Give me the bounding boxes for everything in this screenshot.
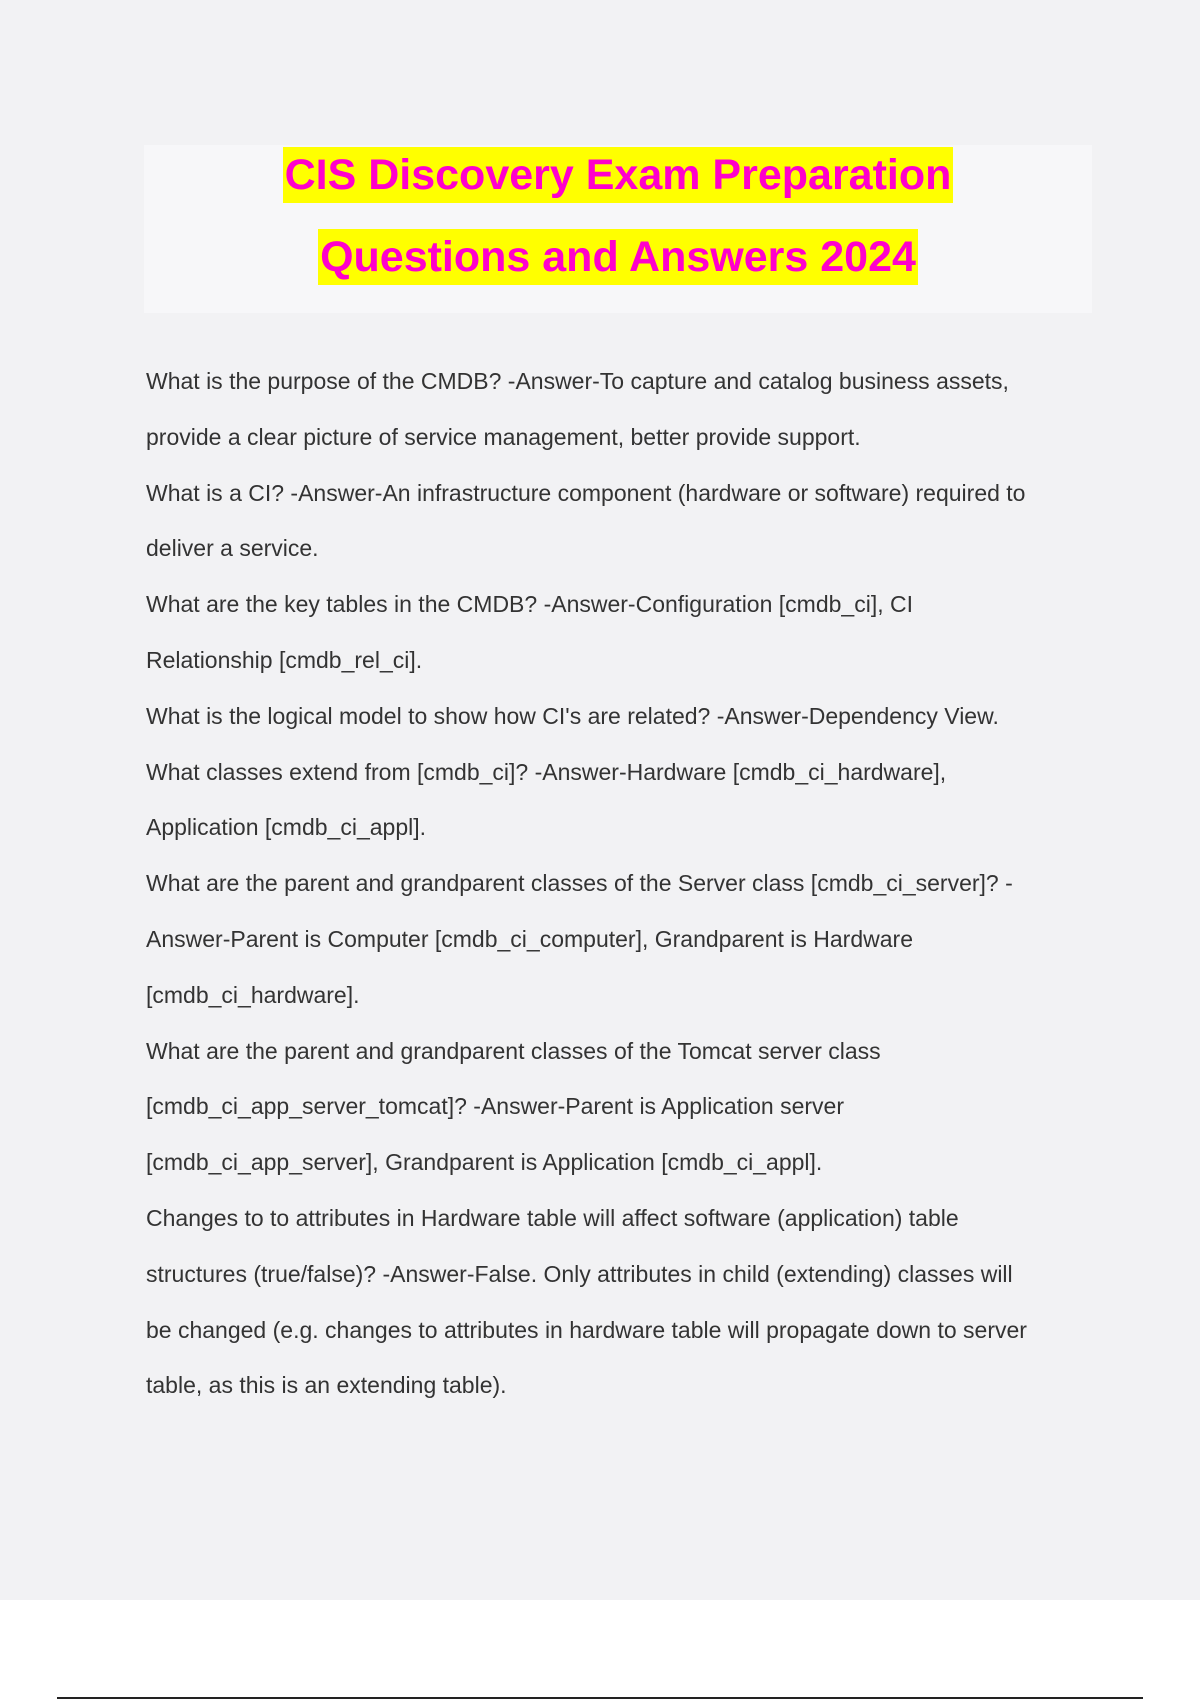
- title-banner: [144, 145, 1092, 313]
- qa-item: What is a CI? -Answer-An infrastructure component (hardware or software) required to deliver a service.: [146, 479, 1026, 562]
- qa-item: What is the logical model to show how CI's are related? -Answer-Dependency View.: [146, 702, 999, 729]
- qa-item: What are the parent and grandparent classes of the Tomcat server class [cmdb_ci_app_server_tomcat]? -Answer-Parent is Application server [cmdb_ci_app_server], Grandparent is Application [cmdb_ci_appl].: [146, 1037, 881, 1176]
- qa-item: Changes to to attributes in Hardware table will affect software (application) table structures (true/false)? -Answer-False. Only attributes in child (extending) classes will be changed (e.g. changes to attributes in hardware table will propagate down to server table, as this is an extending table).: [146, 1204, 1027, 1399]
- qa-item: What is the purpose of the CMDB? -Answer-To capture and catalog business assets, provide a clear picture of service management, better provide support.: [146, 368, 1009, 450]
- page-title-line-2: Questions and Answers 2024: [318, 229, 918, 285]
- qa-item: What classes extend from [cmdb_ci]? -Answer-Hardware [cmdb_ci_hardware], Application [cmdb_ci_appl].: [146, 758, 947, 841]
- page-title-line-1: CIS Discovery Exam Preparation: [283, 147, 954, 203]
- footer-divider: [57, 1697, 1143, 1699]
- qa-item: What are the key tables in the CMDB? -Answer-Configuration [cmdb_ci], CI Relationship [cmdb_rel_ci].: [146, 591, 913, 673]
- qa-item: What are the parent and grandparent classes of the Server class [cmdb_ci_server]? - Answer-Parent is Computer [cmdb_ci_computer], Grandparent is Hardware [cmdb_ci_hardware].: [146, 870, 1013, 1008]
- qa-list: [146, 354, 1086, 1414]
